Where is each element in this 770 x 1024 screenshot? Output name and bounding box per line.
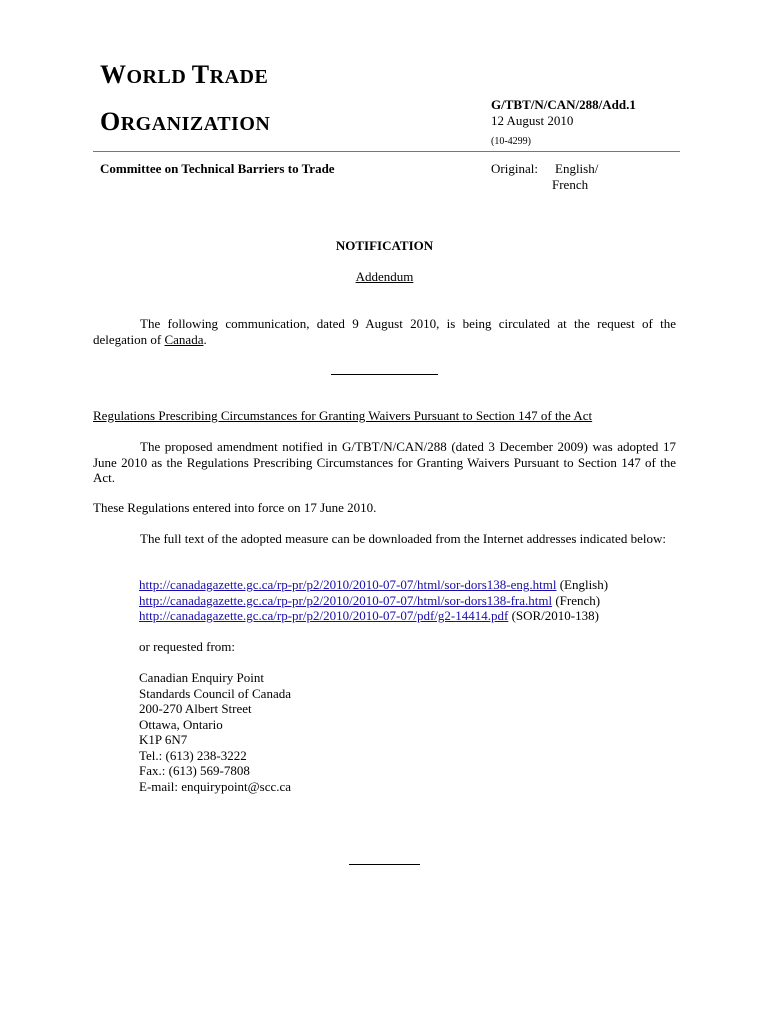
intro-paragraph: The following communication, dated 9 August 2010, is being circulated at the request of the delegation of Canada. — [93, 316, 676, 347]
address-line: 200-270 Albert Street — [139, 701, 252, 716]
country-name: Canada — [164, 331, 204, 347]
list-item: http://canadagazette.gc.ca/rp-pr/p2/2010/2010-07-07/html/sor-dors138-fra.html (French) — [139, 592, 601, 608]
section-heading: Regulations Prescribing Circumstances for Granting Waivers Pursuant to Section 147 of the Act — [93, 408, 593, 423]
end-separator-line — [349, 864, 420, 865]
fax: Fax.: (613) 569-7808 — [139, 763, 250, 778]
list-item: http://canadagazette.gc.ca/rp-pr/p2/2010/2010-07-07/html/sor-dors138-eng.html (English) — [139, 577, 609, 592]
org-name-line-2: ORGANIZATION — [100, 107, 271, 136]
addendum-text: Addendum — [355, 269, 414, 284]
body-paragraph-1: The proposed amendment notified in G/TBT/N/CAN/288 (dated 3 December 2009) was adopted 17 June 2010 as the Regulations Prescribing Circumstances for Granting Waivers Pursuant to Section 147 of the Act. — [93, 439, 676, 485]
requested-from-text: or requested from: — [139, 639, 236, 654]
header-rule — [93, 151, 680, 152]
org-name-line-1: WORLD TRADE — [100, 60, 269, 89]
document-symbol: G/TBT/N/CAN/288/Add.1 — [491, 97, 636, 112]
link-english[interactable]: http://canadagazette.gc.ca/rp-pr/p2/2010/2010-07-07/html/sor-dors138-eng.html — [139, 577, 557, 592]
address-line: Standards Council of Canada — [139, 685, 291, 701]
notification-title: NOTIFICATION — [335, 238, 434, 253]
link-french[interactable]: http://canadagazette.gc.ca/rp-pr/p2/2010/2010-07-07/html/sor-dors138-fra.html — [139, 592, 553, 608]
body-paragraph-2: These Regulations entered into force on 17 June 2010. — [93, 500, 377, 515]
address-line: K1P 6N7 — [139, 732, 188, 747]
list-item: http://canadagazette.gc.ca/rp-pr/p2/2010/2010-07-07/pdf/g2-14414.pdf (SOR/2010-138) — [139, 608, 599, 623]
link-list — [139, 577, 608, 624]
telephone: Tel.: (613) 238-3222 — [139, 747, 247, 763]
document-date: 12 August 2010 — [491, 113, 574, 128]
committee-name: Committee on Technical Barriers to Trade — [100, 161, 335, 176]
address-line: Ottawa, Ontario — [139, 716, 223, 732]
contact-address — [139, 670, 291, 794]
original-language-label: Original: — [491, 161, 538, 176]
email: E-mail: enquirypoint@scc.ca — [139, 778, 292, 794]
reference-number: (10-4299) — [491, 136, 531, 147]
original-language-2: French — [552, 177, 589, 192]
original-language-1: English/ — [555, 161, 599, 176]
body-paragraph-3: The full text of the adopted measure can be downloaded from the Internet addresses indicated below: — [140, 531, 666, 546]
address-line: Canadian Enquiry Point — [139, 670, 264, 685]
separator-line — [331, 374, 438, 375]
addendum-heading — [93, 269, 676, 285]
link-pdf[interactable]: http://canadagazette.gc.ca/rp-pr/p2/2010/2010-07-07/pdf/g2-14414.pdf — [139, 608, 509, 623]
